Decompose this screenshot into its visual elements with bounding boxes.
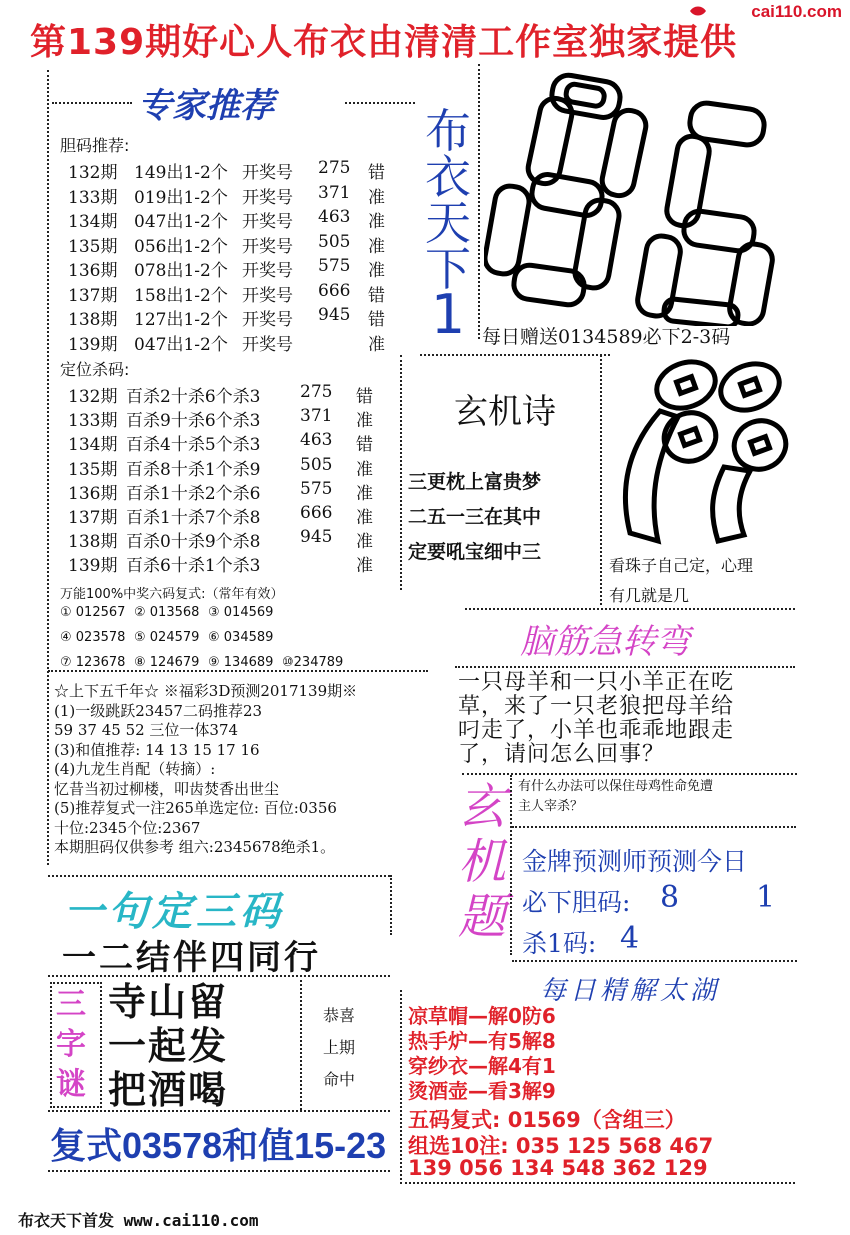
kill-result: 准 (356, 508, 373, 528)
kill-pick: 百杀9十杀6个杀3 (126, 411, 261, 432)
dan-pick: 127出1-2个 (134, 310, 228, 330)
combo-item: ⑨ 134689 (208, 655, 274, 670)
yiju-title: 一句定三码 (64, 889, 284, 935)
forecast-line: 59 37 45 52 三位一体374 (54, 721, 239, 739)
taihu-zuxuan: 组选10注: 035 125 568 467 (408, 1134, 714, 1158)
combo-item: ⑩234789 (282, 655, 344, 670)
dan-result: 错 (368, 285, 385, 306)
xuanjishi-poem: 三更枕上富贵梦 二五一三在其中 定要吼宝细中三 (408, 471, 542, 563)
combo-item: ⑤ 024579 (134, 630, 200, 645)
page-title: 第139期好心人布衣由清清工作室独家提供 (30, 22, 738, 63)
kill-result: 错 (356, 435, 373, 456)
divider (420, 354, 610, 356)
divider (465, 608, 795, 610)
dan-open-label: 开奖号 (242, 261, 293, 281)
divider (52, 102, 132, 104)
dan-period: 132期 (68, 163, 118, 183)
pred-dan-a: 8 (660, 880, 680, 915)
dan-pick: 019出1-2个 (134, 187, 228, 208)
dan-period: 133期 (68, 187, 118, 208)
kill-pick: 百杀8十杀1个杀9 (126, 459, 261, 480)
dan-open-label: 开奖号 (242, 310, 293, 330)
kill-period: 134期 (68, 435, 118, 456)
digit-eight-icon (484, 73, 649, 307)
footer-text: 布衣天下首发 www.cai110.com (18, 1211, 259, 1230)
combo-item: ① 012567 (60, 605, 126, 620)
dan-result: 错 (368, 310, 385, 330)
buyi-daily: 每日赠送0134589必下2-3码 (482, 326, 731, 348)
forecast-line: 十位:2345个位:2367 (54, 818, 201, 837)
divider (48, 975, 390, 977)
pred-title: 金牌预测师预测今日 (522, 847, 748, 876)
divider (48, 875, 390, 877)
buyi-vertical: 布 衣 天 下 1 (425, 104, 471, 346)
dan-result: 准 (368, 334, 385, 355)
dan-pick: 056出1-2个 (134, 236, 228, 257)
combo-row (60, 605, 282, 620)
dan-period: 135期 (68, 236, 118, 257)
combo-item: ⑧ 124679 (134, 655, 200, 670)
bead-icon (714, 356, 785, 418)
kill-pick: 百杀4十杀5个杀3 (126, 435, 261, 456)
dan-result: 准 (368, 236, 385, 257)
kill-open-num: 371 (300, 406, 333, 427)
kill-result: 准 (356, 556, 373, 577)
kill-result: 准 (356, 459, 373, 480)
dan-open-label: 开奖号 (242, 334, 293, 355)
dan-result: 准 (368, 261, 385, 281)
sanzimi-riddle: 寺山留 一起发 把酒喝 (108, 980, 229, 1112)
kill-period: 133期 (68, 411, 118, 432)
dan-open-num: 371 (318, 182, 351, 203)
kill-result: 准 (356, 411, 373, 432)
kill-open-num: 666 (300, 503, 333, 523)
taihu-wuma: 五码复式: 01569（含组三） (408, 1108, 686, 1132)
kill-pick: 百杀1十杀2个杀6 (126, 483, 261, 504)
naojin-question: 一只母羊和一只小羊正在吃 草，来了一只老狼把母羊给 叼走了，小羊也乖乖地跟走 了，请问怎么回事？ (458, 670, 735, 767)
divider (510, 775, 512, 955)
divider (400, 1182, 795, 1184)
dan-open-label: 开奖号 (242, 163, 293, 183)
kill-open-num: 505 (300, 454, 333, 475)
divider (48, 1170, 390, 1172)
dan-pick: 047出1-2个 (134, 212, 228, 232)
divider (512, 826, 796, 828)
brand-text: cai110.com (751, 2, 842, 21)
dan-result: 准 (368, 212, 385, 232)
dan-result: 错 (368, 163, 385, 183)
taihu-zuxuan2: 139 056 134 548 362 129 (408, 1156, 708, 1180)
dan-period: 134期 (68, 212, 118, 232)
fushi-text: 复式03578和值15-23 (50, 1125, 387, 1166)
sanzimi-label: 三 字 谜 (56, 987, 86, 1102)
kill-period: 136期 (68, 483, 118, 504)
dan-pick: 078出1-2个 (134, 261, 228, 281)
kill-pick: 百杀1十杀7个杀8 (126, 508, 261, 528)
forecast-line: (4)九龙生肖配（转摘）: (54, 760, 216, 778)
sanzimi-note: 恭喜 上期 命中 (323, 1006, 356, 1089)
taihu-title: 每日精解太湖 (540, 976, 721, 1006)
kill-result: 准 (356, 483, 373, 504)
naojin-title: 脑筋急转弯 (520, 622, 690, 662)
dan-period: 138期 (68, 310, 118, 330)
yiju-phrase: 一二结伴四同行 (62, 938, 321, 978)
xuanjiti-question: 有什么办法可以保住母鸡性命免遭 主人宰杀？ (518, 779, 714, 814)
divider (462, 773, 797, 775)
divider (47, 70, 49, 865)
kill-pick: 百杀2十杀6个杀3 (126, 387, 261, 407)
pred-kill-num: 4 (620, 921, 640, 956)
forecast-line: (3)和值推荐: 14 13 15 17 16 (54, 740, 260, 759)
divider (400, 990, 402, 1180)
dan-open-label: 开奖号 (242, 187, 293, 208)
xuanjiti-label: 玄 机 题 (458, 779, 507, 945)
combo-label: 万能100%中奖六码复式:（常年有效） (60, 587, 284, 602)
dan-pick: 158出1-2个 (134, 285, 228, 306)
bead-icon (650, 355, 721, 416)
kill-open-num: 945 (300, 527, 333, 548)
digit-six-icon (635, 101, 774, 326)
divider (48, 670, 428, 672)
dan-label: 胆码推荐: (60, 136, 130, 155)
combo-row (60, 630, 282, 645)
dan-open-label: 开奖号 (242, 285, 293, 306)
kill-label: 定位杀码: (60, 360, 130, 379)
dan-open-label: 开奖号 (242, 212, 293, 232)
dan-open-num: 275 (318, 158, 351, 178)
combo-item: ⑦ 123678 (60, 655, 126, 670)
dan-result: 准 (368, 187, 385, 208)
forecast-line: ☆上下五千年☆ ※福彩3D预测2017139期※ (54, 682, 358, 700)
kill-result: 准 (356, 532, 373, 553)
dan-period: 139期 (68, 334, 118, 355)
dan-open-num: 463 (318, 207, 351, 227)
beads-graphic (600, 355, 800, 550)
divider (512, 960, 797, 962)
dan-open-label: 开奖号 (242, 236, 293, 257)
dan-period: 137期 (68, 285, 118, 306)
combo-item: ④ 023578 (60, 630, 126, 645)
divider (48, 1110, 390, 1112)
dan-open-num: 945 (318, 305, 351, 325)
divider (478, 64, 480, 339)
kill-period: 137期 (68, 508, 118, 528)
kill-period: 139期 (68, 556, 118, 577)
dan-open-num: 505 (318, 231, 351, 252)
xuanjishi-title: 玄机诗 (454, 392, 556, 432)
kill-open-num: 275 (300, 382, 333, 402)
combo-item: ③ 014569 (208, 605, 274, 620)
dan-open-num: 575 (318, 256, 351, 276)
divider (300, 980, 302, 1110)
zhuzi-text: 看珠子自己定，心理 有几就是几 (609, 556, 754, 605)
taihu-lines: 凉草帽—解0防6 热手炉—有5解8 穿纱衣—解4有1 烫酒壶—看3解9 (408, 1004, 556, 1103)
divider (345, 102, 415, 104)
forecast-line: 本期胆码仅供参考 组六:2345678绝杀1。 (54, 838, 336, 856)
combo-item: ② 013568 (134, 605, 200, 620)
kill-period: 132期 (68, 387, 118, 407)
combo-row (60, 655, 356, 670)
pred-dan-b: 1 (756, 880, 776, 915)
kill-open-num: 575 (300, 478, 333, 499)
divider (455, 666, 795, 668)
brand-logo-icon (688, 4, 708, 18)
dan-open-num: 666 (318, 280, 351, 301)
forecast-line: 忆昔当初过柳楼，叩齿焚香出世尘 (54, 779, 280, 798)
divider (400, 355, 402, 590)
expert-title: 专家推荐 (138, 86, 274, 126)
kill-period: 138期 (68, 532, 118, 553)
dan-period: 136期 (68, 261, 118, 281)
dan-pick: 149出1-2个 (134, 163, 228, 183)
kill-open-num: 463 (300, 430, 333, 451)
dice-digits-graphic (484, 66, 794, 326)
kill-result: 错 (356, 387, 373, 407)
forecast-line: (5)推荐复式一注265单选定位: 百位:0356 (54, 799, 337, 817)
kill-pick: 百杀0十杀9个杀8 (126, 532, 261, 553)
sanzimi-frame (50, 982, 102, 1108)
kill-pick: 百杀6十杀1个杀3 (126, 556, 261, 577)
dan-pick: 047出1-2个 (134, 334, 228, 355)
divider (390, 875, 392, 935)
pred-dan-label: 必下胆码: (522, 888, 631, 917)
pred-kill-label: 杀1码: (522, 929, 597, 958)
combo-item: ⑥ 034589 (208, 630, 274, 645)
forecast-line: (1)一级跳跃23457二码推荐23 (54, 701, 263, 720)
kill-period: 135期 (68, 459, 118, 480)
